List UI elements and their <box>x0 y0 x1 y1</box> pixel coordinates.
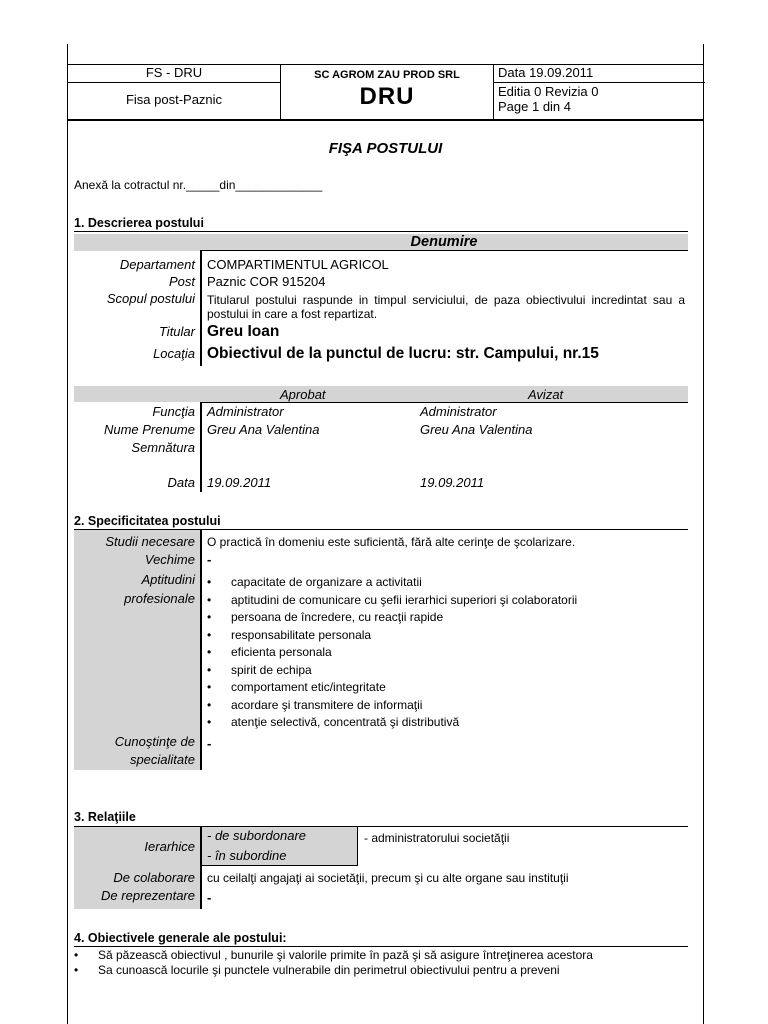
avizat-functia: Administrator <box>420 404 497 419</box>
label-cunostinte: Cunoştinţe de <box>114 734 195 749</box>
section-2-heading: 2. Specificitatea postului <box>74 514 221 528</box>
label-data: Data <box>167 475 195 490</box>
label-reprezentare: De reprezentare <box>101 888 195 903</box>
value-subordonare: - de subordonare <box>207 828 307 843</box>
company-cell <box>281 65 494 119</box>
right-margin-line <box>703 44 704 1024</box>
value-vechime: - <box>207 552 212 567</box>
section-1-rule <box>74 231 688 232</box>
label-ierarhice: Ierarhice <box>144 839 195 854</box>
section-3-heading: 3. Relaţiile <box>74 810 136 824</box>
page-title: FIŞA POSTULUI <box>328 140 443 157</box>
aprobat-header: Aprobat <box>280 387 326 402</box>
label-semnatura: Semnătura <box>131 440 195 455</box>
label-aptitudini: Aptitudini <box>141 572 195 587</box>
list-item: • Sa cunoască locurile şi punctele vulnerabile din perimetrul obiectivului pentru a preveni <box>74 962 560 977</box>
label-colaborare: De colaborare <box>113 870 195 885</box>
value-post: Paznic COR 915204 <box>207 274 326 289</box>
denumire-rule <box>200 250 688 251</box>
header-bottom-divider <box>67 120 704 121</box>
approval-separator <box>200 403 202 492</box>
label-post: Post <box>168 274 195 289</box>
approval-rule <box>200 402 688 403</box>
section-4-rule <box>74 946 688 947</box>
list-item: • capacitate de organizare a activitatii <box>207 575 422 589</box>
header-edition: Editia 0 Revizia 0 <box>498 84 599 99</box>
section-2-separator <box>200 530 202 770</box>
value-cunostinte: - <box>207 736 212 751</box>
value-departament: COMPARTIMENTUL AGRICOL <box>207 257 389 272</box>
label-nume-prenume: Nume Prenume <box>103 422 195 437</box>
label-studii: Studii necesare <box>105 534 195 549</box>
avizat-nume: Greu Ana Valentina <box>420 422 533 437</box>
left-margin-line <box>67 44 68 1024</box>
document-header-table <box>67 64 704 120</box>
section-3-separator <box>200 827 202 909</box>
document-name: Fisa post-Paznic <box>68 83 281 119</box>
value-reprezentare: - <box>207 890 212 905</box>
value-scopul-postului: Titularul postului raspunde in timpul serviciului, de paza obiectivului incredintat sau a postului in care a fost repartizat. <box>207 293 685 321</box>
avizat-header: Avizat <box>528 387 564 402</box>
ierarhice-bottom-rule <box>202 865 358 866</box>
list-item: • spirit de echipa <box>207 662 312 677</box>
ierarhice-inner-divider <box>357 827 358 865</box>
header-date: Data 19.09.2011 <box>494 65 705 83</box>
section-4-heading: 4. Obiectivele generale ale postului: <box>74 931 287 945</box>
value-titular: Greu Ioan <box>207 323 280 340</box>
label-scopul-postului: Scopul postului <box>106 291 195 306</box>
value-studii: O practică în domeniu este suficientă, fără alte cerinţe de şcolarizare. <box>207 535 576 549</box>
value-in-subordine: - în subordine <box>207 848 287 863</box>
value-colaborare: cu ceilalţi angajaţi ai societăţii, precum şi cu alte organe sau instituţii <box>207 871 569 885</box>
approval-header-band <box>74 386 688 402</box>
list-item: • persoana de încredere, cu reacţii rapide <box>207 610 444 624</box>
list-item: • responsabilitate personala <box>207 627 372 642</box>
denumire-header: Denumire <box>410 234 478 250</box>
aptitudini-list <box>207 574 577 732</box>
label-specialitate: specialitate <box>129 752 195 767</box>
list-item: • comportament etic/integritate <box>207 680 386 694</box>
list-item: • acordare şi transmitere de informaţii <box>207 697 423 712</box>
label-locatia: Locaţia <box>153 346 195 361</box>
label-vechime: Vechime <box>144 552 195 567</box>
list-item: • atenţie selectivă, concentrată şi distributivă <box>207 715 460 729</box>
value-locatia: Obiectivul de la punctul de lucru: str. Campului, nr.15 <box>207 345 599 362</box>
label-functia: Funcţia <box>152 404 195 419</box>
section-1-separator <box>200 251 202 366</box>
list-item: • eficienta personala <box>207 645 332 659</box>
avizat-data: 19.09.2011 <box>420 475 485 490</box>
section-1-heading: 1. Descrierea postului <box>74 216 204 230</box>
aprobat-data: 19.09.2011 <box>207 475 272 490</box>
company-name: SC AGROM ZAU PROD SRL <box>314 69 460 81</box>
contract-annex-line: Anexă la cotractul nr._____din_____________ <box>74 178 323 192</box>
aprobat-nume: Greu Ana Valentina <box>207 422 320 437</box>
label-titular: Titular <box>158 324 195 339</box>
value-ierarhice: - administratorului societăţii <box>364 831 510 845</box>
header-page: Page 1 din 4 <box>498 99 572 114</box>
fs-code: FS - DRU <box>68 65 281 83</box>
objectives-list <box>74 949 688 978</box>
list-item: • aptitudini de comunicare cu şefii ierarhici superiori şi colaboratorii <box>207 592 578 607</box>
department-code: DRU <box>359 83 415 110</box>
list-item: • Să păzească obiectivul , bunurile şi valorile primite în pază şi să asigure întreţinerea acestora <box>74 948 593 962</box>
aprobat-functia: Administrator <box>207 404 284 419</box>
label-profesionale: profesionale <box>124 591 195 606</box>
label-departament: Departament <box>119 257 195 272</box>
header-edition-cell <box>494 83 705 119</box>
